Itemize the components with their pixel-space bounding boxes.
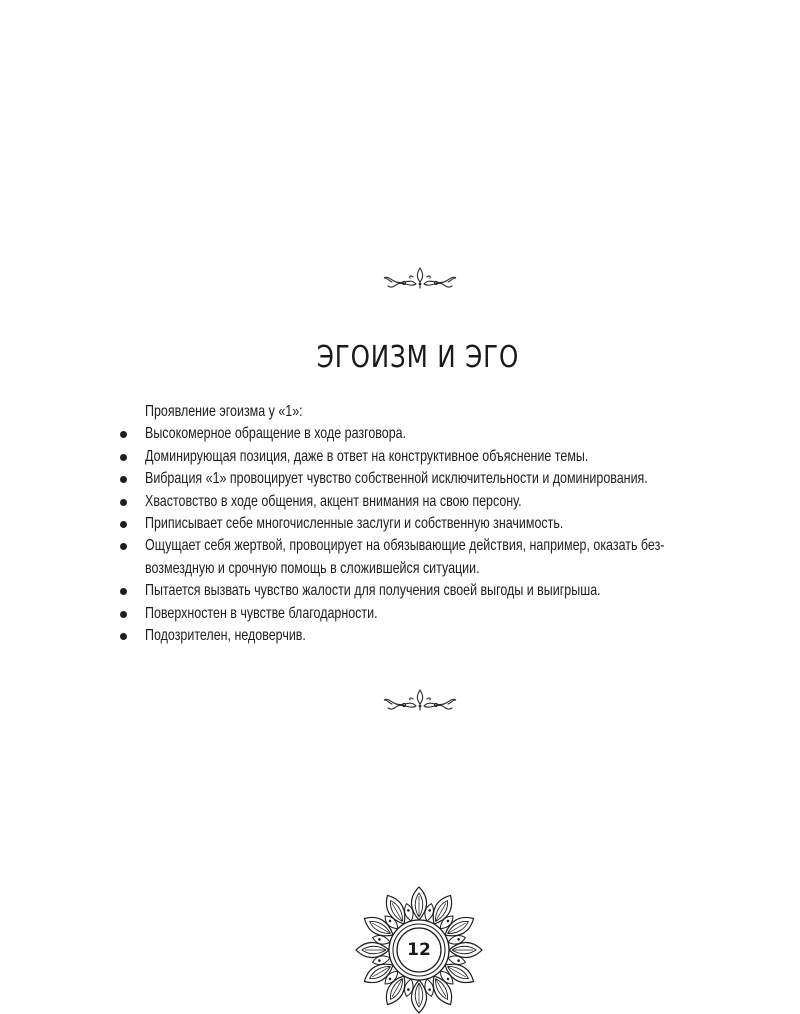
list-item-text: Подозрителен, недоверчив. [145,627,306,645]
list-item-text: Ощущает себя жертвой, провоцирует на обязывающие действия, например, оказать без- [145,537,665,555]
list-item-text: Вибрация «1» провоцирует чувство собственной исключительности и доминирования. [145,470,648,488]
list-item [118,446,758,468]
page-number: 12 [407,940,431,960]
list-item [118,603,758,625]
list-item [118,535,758,580]
content-block [118,401,758,647]
list-item [118,580,758,602]
list-item-text: Высокомерное обращение в ходе разговора. [145,425,407,443]
ornament-divider-bottom [380,686,460,716]
intro-paragraph [118,401,758,423]
list-item [118,468,758,490]
ornament-divider-top-icon [380,264,460,294]
list-item [118,423,758,445]
bullet-list [118,423,758,647]
list-item-text: Пытается вызвать чувство жалости для получения своей выгоды и выигрыша. [145,582,601,600]
ornament-divider-top [380,264,460,294]
page-title: ЭГОИЗМ И ЭГО [316,340,520,375]
ornament-divider-bottom-icon [380,686,460,716]
list-item-text: Хвастовство в ходе общения, акцент внимания на свою персону. [145,492,522,510]
list-item [118,513,758,535]
list-item [118,625,758,647]
intro-text: Проявление эгоизма у «1»: [145,403,303,420]
list-item-text: возмездную и срочную помощь в сложившейся ситуации. [145,559,480,577]
list-item-text: Поверхностен в чувстве благодарности. [145,604,378,622]
list-item-text: Приписывает себе многочисленные заслуги и собственную значимость. [145,515,564,533]
list-item-text: Доминирующая позиция, даже в ответ на конструктивное объяснение темы. [145,447,589,465]
list-item [118,491,758,513]
